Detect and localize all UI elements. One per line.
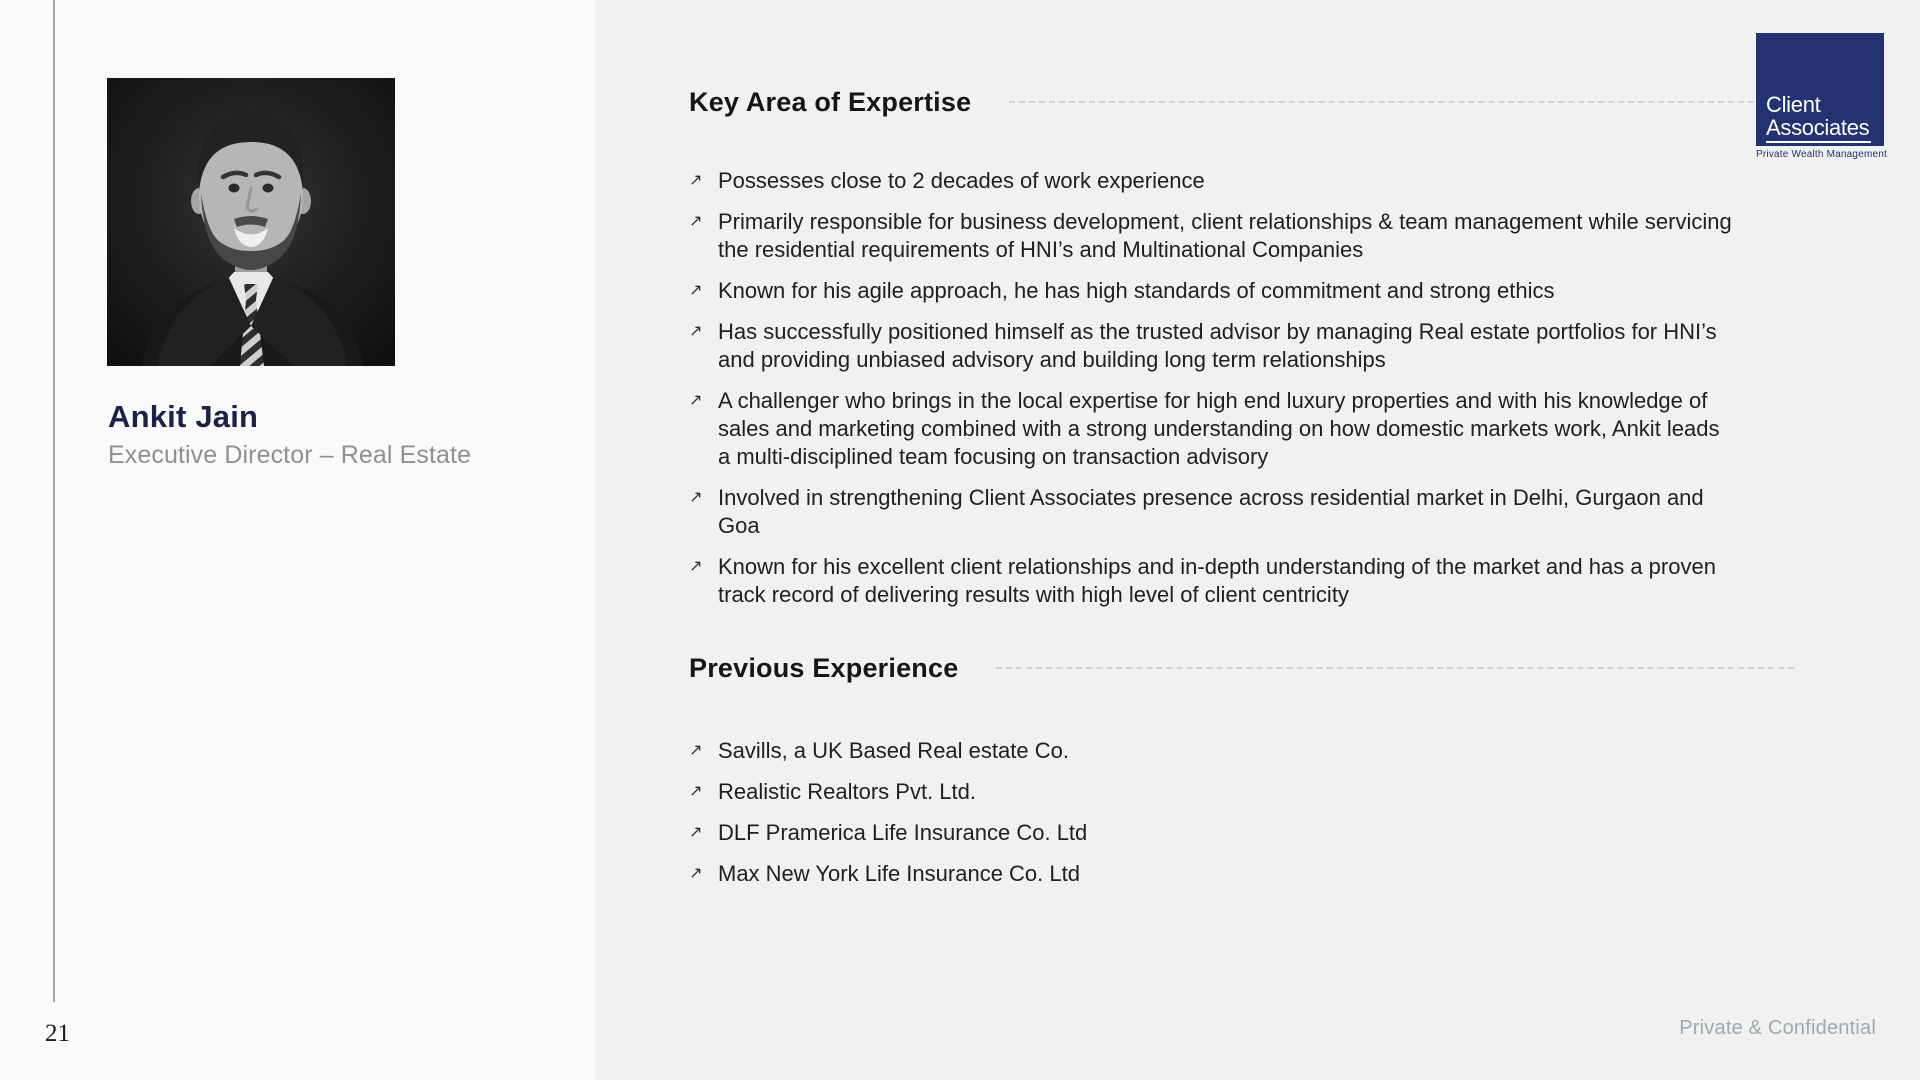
list-item — [689, 819, 1737, 847]
list-item — [689, 860, 1737, 888]
logo-text-client: Client — [1766, 92, 1821, 117]
expertise-bullet-list — [689, 167, 1794, 609]
section-heading: Key Area of Expertise — [689, 87, 972, 117]
bullet-text: A challenger who brings in the local expertise for high end luxury properties and with his knowledge of sales and marketing combined with a strong understanding on how domestic markets work, Ankit leads a multi-disciplined team focusing on transaction advisory — [718, 388, 1720, 469]
list-item — [689, 208, 1737, 264]
person-title: Executive Director – Real Estate — [108, 441, 472, 469]
section-heading: Previous Experience — [689, 653, 959, 683]
list-item — [689, 167, 1737, 195]
section-heading-row — [689, 651, 1794, 685]
north-east-arrow-icon: ↗ — [689, 282, 703, 299]
logo-square — [1756, 33, 1884, 146]
vertical-rule — [53, 0, 55, 1002]
north-east-arrow-icon: ↗ — [689, 172, 703, 189]
dashed-divider — [996, 667, 1794, 669]
north-east-arrow-icon: ↗ — [689, 489, 703, 506]
left-panel — [0, 0, 595, 1080]
bullet-text: Primarily responsible for business development, client relationships & team management while servicing the residential requirements of HNI’s and Multinational Companies — [718, 209, 1732, 262]
dashed-divider — [1009, 101, 1794, 103]
list-item — [689, 484, 1737, 540]
company-logo — [1756, 33, 1890, 160]
experience-bullet-list — [689, 737, 1794, 888]
slide-content — [689, 85, 1794, 901]
north-east-arrow-icon: ↗ — [689, 213, 703, 230]
north-east-arrow-icon: ↗ — [689, 742, 703, 759]
bullet-text: Savills, a UK Based Real estate Co. — [718, 738, 1069, 763]
bullet-text: Involved in strengthening Client Associates presence across residential market in Delhi, Gurgaon and Goa — [718, 485, 1704, 538]
logo-text-associates: Associates — [1766, 116, 1871, 143]
north-east-arrow-icon: ↗ — [689, 323, 703, 340]
list-item — [689, 737, 1737, 765]
section-heading-row — [689, 85, 1794, 119]
bullet-text: Realistic Realtors Pvt. Ltd. — [718, 779, 976, 804]
page-number: 21 — [45, 1020, 70, 1047]
bullet-text: Max New York Life Insurance Co. Ltd — [718, 861, 1080, 886]
list-item — [689, 277, 1737, 305]
section-experience — [689, 651, 1794, 888]
north-east-arrow-icon: ↗ — [689, 558, 703, 575]
right-panel — [595, 0, 1920, 1080]
bullet-text: Known for his excellent client relationships and in-depth understanding of the market and has a proven track record of delivering results with high level of client centricity — [718, 554, 1716, 607]
list-item — [689, 778, 1737, 806]
portrait-photo — [107, 78, 395, 366]
list-item — [689, 318, 1737, 374]
north-east-arrow-icon: ↗ — [689, 783, 703, 800]
logo-tagline: Private Wealth Management — [1756, 149, 1887, 160]
bullet-text: DLF Pramerica Life Insurance Co. Ltd — [718, 820, 1088, 845]
bullet-text: Possesses close to 2 decades of work experience — [718, 168, 1205, 193]
north-east-arrow-icon: ↗ — [689, 392, 703, 409]
list-item — [689, 553, 1737, 609]
bullet-text: Known for his agile approach, he has high standards of commitment and strong ethics — [718, 278, 1555, 303]
section-expertise — [689, 85, 1794, 609]
person-name: Ankit Jain — [108, 399, 259, 434]
list-item — [689, 387, 1737, 471]
north-east-arrow-icon: ↗ — [689, 865, 703, 882]
bullet-text: Has successfully positioned himself as the trusted advisor by managing Real estate portfolios for HNI’s and providing unbiased advisory and building long term relationships — [718, 319, 1717, 372]
footer-confidential: Private & Confidential — [1679, 1017, 1876, 1039]
north-east-arrow-icon: ↗ — [689, 824, 703, 841]
